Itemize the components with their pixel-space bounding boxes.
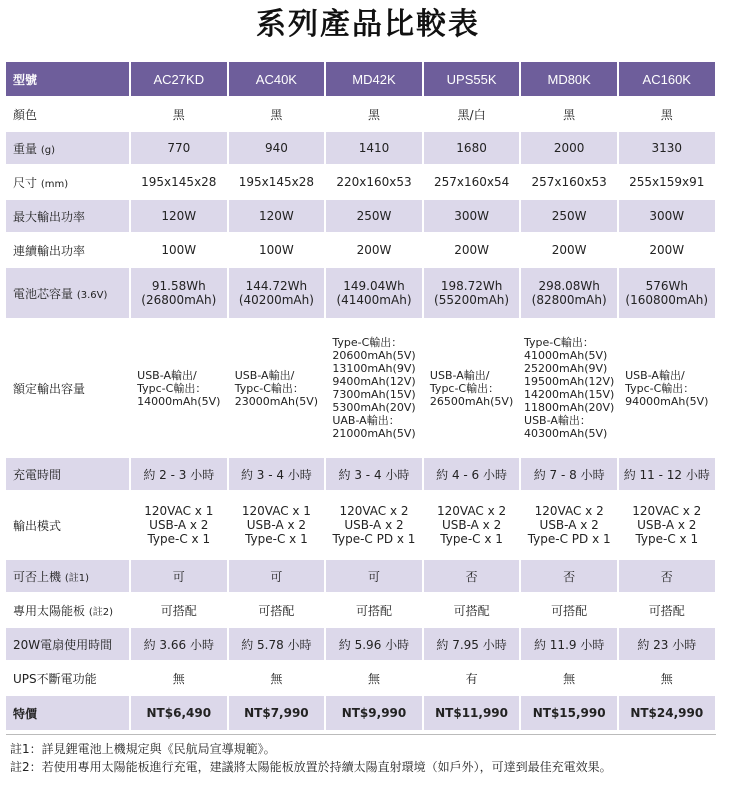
spec-cell bbox=[325, 165, 423, 199]
spec-value: 約 3 - 4 小時 bbox=[338, 467, 410, 482]
row-label-text: 電池芯容量 bbox=[13, 286, 74, 301]
spec-cell bbox=[618, 319, 716, 457]
spec-cell bbox=[228, 165, 326, 199]
row-unit: (註2) bbox=[88, 606, 114, 618]
spec-value: 可 bbox=[367, 569, 380, 584]
spec-cell bbox=[520, 695, 618, 731]
row-label bbox=[6, 131, 130, 165]
row-label bbox=[6, 199, 130, 233]
spec-value: 120VAC x 2 USB-A x 2 Type-C x 1 bbox=[632, 504, 702, 546]
spec-cell bbox=[618, 267, 716, 319]
row-label-text: 充電時間 bbox=[13, 467, 62, 482]
row-label-text: 額定輸出容量 bbox=[13, 381, 86, 396]
spec-value: 黑 bbox=[367, 107, 380, 122]
spec-cell bbox=[423, 319, 521, 457]
spec-value: NT$24,990 bbox=[630, 706, 704, 720]
spec-value: NT$15,990 bbox=[532, 706, 606, 720]
spec-cell bbox=[423, 267, 521, 319]
spec-cell bbox=[228, 695, 326, 731]
spec-cell bbox=[130, 131, 228, 165]
spec-value: NT$11,990 bbox=[435, 706, 509, 720]
header-row bbox=[6, 62, 716, 97]
spec-value: 可搭配 bbox=[648, 603, 685, 618]
spec-value: 100W bbox=[259, 243, 294, 257]
spec-value: 200W bbox=[356, 243, 392, 257]
spec-cell bbox=[325, 559, 423, 593]
spec-value: 約 11 - 12 小時 bbox=[623, 467, 710, 482]
spec-cell bbox=[423, 199, 521, 233]
spec-cell bbox=[228, 97, 326, 131]
row-label bbox=[6, 661, 130, 695]
spec-cell bbox=[423, 233, 521, 267]
spec-value: 否 bbox=[660, 569, 673, 584]
spec-value: 120VAC x 2 USB-A x 2 Type-C PD x 1 bbox=[527, 504, 611, 546]
header-label: 型號 bbox=[6, 62, 130, 97]
spec-value: 約 7.95 小時 bbox=[436, 637, 507, 652]
spec-cell bbox=[618, 97, 716, 131]
row-unit: (g) bbox=[40, 144, 55, 156]
spec-cell bbox=[130, 199, 228, 233]
row-label bbox=[6, 233, 130, 267]
spec-value: 200W bbox=[551, 243, 587, 257]
spec-cell bbox=[423, 695, 521, 731]
spec-value: 198.72Wh (55200mAh) bbox=[434, 279, 510, 307]
spec-value: 約 3 - 4 小時 bbox=[240, 467, 312, 482]
spec-cell bbox=[130, 593, 228, 627]
row-weight bbox=[6, 131, 716, 165]
spec-cell bbox=[325, 131, 423, 165]
spec-cell bbox=[423, 593, 521, 627]
spec-value: 2000 bbox=[553, 141, 585, 155]
row-unit: (3.6V) bbox=[76, 289, 108, 301]
row-output-mode bbox=[6, 491, 716, 559]
spec-cell bbox=[520, 131, 618, 165]
spec-value: 可 bbox=[172, 569, 185, 584]
row-label bbox=[6, 627, 130, 661]
spec-value: 有 bbox=[465, 671, 478, 686]
model-name: MD42K bbox=[325, 62, 423, 97]
row-label bbox=[6, 559, 130, 593]
spec-cell bbox=[130, 267, 228, 319]
row-label-text: 輸出模式 bbox=[13, 518, 62, 533]
footnotes bbox=[10, 740, 612, 776]
row-label bbox=[6, 267, 130, 319]
spec-value: USB-A輸出/ Typc-C輸出： 14000mAh(5V) bbox=[137, 368, 221, 408]
spec-cell bbox=[130, 627, 228, 661]
spec-value: 220x160x53 bbox=[336, 175, 412, 189]
row-label bbox=[6, 97, 130, 131]
spec-value: 否 bbox=[465, 569, 478, 584]
spec-value: 約 23 小時 bbox=[637, 637, 697, 652]
spec-cell bbox=[130, 233, 228, 267]
row-label-text: 可否上機 bbox=[13, 569, 62, 584]
row-label bbox=[6, 491, 130, 559]
spec-value: 約 7 - 8 小時 bbox=[533, 467, 605, 482]
spec-value: 1410 bbox=[358, 141, 390, 155]
row-label-text: 連續輸出功率 bbox=[13, 243, 86, 258]
spec-cell bbox=[228, 233, 326, 267]
spec-value: NT$7,990 bbox=[244, 706, 309, 720]
spec-cell bbox=[423, 627, 521, 661]
spec-value: 約 4 - 6 小時 bbox=[436, 467, 507, 482]
spec-value: 黑 bbox=[660, 107, 673, 122]
spec-cell bbox=[228, 319, 326, 457]
spec-value: 120VAC x 2 USB-A x 2 Type-C PD x 1 bbox=[332, 504, 416, 546]
spec-value: NT$9,990 bbox=[341, 706, 407, 720]
spec-cell bbox=[130, 695, 228, 731]
comparison-table bbox=[6, 62, 717, 732]
spec-value: 約 11.9 小時 bbox=[533, 637, 605, 652]
spec-cell bbox=[618, 199, 716, 233]
spec-cell bbox=[228, 491, 326, 559]
spec-value: 約 5.78 小時 bbox=[241, 637, 312, 652]
row-label-text: 顏色 bbox=[13, 107, 38, 122]
spec-value: 黑 bbox=[270, 107, 283, 122]
spec-value: 940 bbox=[264, 141, 288, 155]
row-charge-time bbox=[6, 457, 716, 491]
spec-cell bbox=[325, 695, 423, 731]
spec-cell bbox=[520, 267, 618, 319]
row-label-text: 最大輸出功率 bbox=[13, 209, 86, 224]
row-label-text: 重量 bbox=[13, 141, 38, 156]
spec-value: 100W bbox=[161, 243, 197, 257]
spec-cell bbox=[228, 267, 326, 319]
row-label-text: 專用太陽能板 bbox=[13, 603, 86, 618]
spec-cell bbox=[130, 457, 228, 491]
spec-value: 黑 bbox=[563, 107, 576, 122]
spec-cell bbox=[618, 165, 716, 199]
spec-value: 195x145x28 bbox=[141, 175, 217, 189]
row-size bbox=[6, 165, 716, 199]
spec-cell bbox=[130, 559, 228, 593]
spec-cell bbox=[228, 131, 326, 165]
spec-value: 120W bbox=[259, 209, 294, 223]
row-ups-function bbox=[6, 661, 716, 695]
spec-value: 257x160x54 bbox=[433, 175, 510, 189]
spec-cell bbox=[618, 627, 716, 661]
spec-value: Type-C輸出： 41000mAh(5V) 25200mAh(9V) 19500mAh(12V) 14200mAh(15V) 11800mAh(20V) USB-A輸出： 40300mAh(5V) bbox=[524, 336, 615, 440]
spec-cell bbox=[228, 593, 326, 627]
spec-cell bbox=[520, 559, 618, 593]
spec-value: 3130 bbox=[651, 141, 683, 155]
spec-cell bbox=[618, 457, 716, 491]
row-label-text: 尺寸 bbox=[13, 175, 38, 190]
spec-value: 黑/白 bbox=[457, 107, 486, 122]
spec-value: 120VAC x 2 USB-A x 2 Type-C x 1 bbox=[437, 504, 507, 546]
spec-cell bbox=[618, 661, 716, 695]
spec-cell bbox=[228, 559, 326, 593]
spec-cell bbox=[130, 661, 228, 695]
model-name: AC27KD bbox=[130, 62, 228, 97]
spec-cell bbox=[325, 593, 423, 627]
spec-value: 可搭配 bbox=[355, 603, 392, 618]
spec-cell bbox=[423, 559, 521, 593]
spec-value: USB-A輸出/ Typc-C輸出： 26500mAh(5V) bbox=[429, 368, 514, 408]
row-color bbox=[6, 97, 716, 131]
row-rated-output bbox=[6, 319, 716, 457]
spec-value: 可搭配 bbox=[160, 603, 197, 618]
spec-cell bbox=[423, 491, 521, 559]
spec-cell bbox=[325, 491, 423, 559]
spec-cell bbox=[618, 695, 716, 731]
row-label bbox=[6, 165, 130, 199]
spec-value: 298.08Wh (82800mAh) bbox=[531, 279, 607, 307]
spec-value: 可 bbox=[270, 569, 283, 584]
spec-cell bbox=[228, 627, 326, 661]
spec-cell bbox=[520, 165, 618, 199]
spec-value: 200W bbox=[649, 243, 685, 257]
row-label bbox=[6, 695, 130, 731]
spec-cell bbox=[520, 627, 618, 661]
spec-cell bbox=[520, 233, 618, 267]
row-unit: (註1) bbox=[64, 572, 90, 584]
spec-cell bbox=[520, 491, 618, 559]
spec-value: 否 bbox=[563, 569, 576, 584]
spec-value: 無 bbox=[367, 671, 380, 686]
row-continuous-output bbox=[6, 233, 716, 267]
spec-value: 144.72Wh (40200mAh) bbox=[238, 279, 314, 307]
spec-cell bbox=[618, 593, 716, 627]
spec-cell bbox=[228, 457, 326, 491]
row-label-text: 20W電扇使用時間 bbox=[13, 637, 113, 652]
spec-value: 576Wh (160800mAh) bbox=[625, 279, 709, 307]
spec-cell bbox=[423, 661, 521, 695]
row-flight-allowed bbox=[6, 559, 716, 593]
spec-value: 可搭配 bbox=[551, 603, 588, 618]
spec-value: 770 bbox=[167, 141, 191, 155]
spec-value: USB-A輸出/ Typc-C輸出： 23000mAh(5V) bbox=[234, 368, 319, 408]
spec-value: 黑 bbox=[172, 107, 185, 122]
spec-cell bbox=[423, 165, 521, 199]
spec-value: 91.58Wh (26800mAh) bbox=[141, 279, 217, 307]
spec-cell bbox=[130, 97, 228, 131]
spec-value: 250W bbox=[551, 209, 587, 223]
row-label-text: 特價 bbox=[13, 706, 38, 721]
spec-value: 149.04Wh (41400mAh) bbox=[336, 279, 412, 307]
spec-cell bbox=[423, 131, 521, 165]
spec-cell bbox=[618, 233, 716, 267]
spec-cell bbox=[423, 457, 521, 491]
spec-cell bbox=[325, 661, 423, 695]
spec-value: 約 5.96 小時 bbox=[338, 637, 410, 652]
spec-cell bbox=[325, 267, 423, 319]
spec-cell bbox=[325, 627, 423, 661]
spec-value: 無 bbox=[660, 671, 673, 686]
spec-value: 120W bbox=[161, 209, 197, 223]
spec-cell bbox=[520, 593, 618, 627]
row-special-price bbox=[6, 695, 716, 731]
model-name: AC40K bbox=[228, 62, 326, 97]
spec-cell bbox=[325, 199, 423, 233]
row-battery-capacity bbox=[6, 267, 716, 319]
spec-value: 可搭配 bbox=[258, 603, 295, 618]
spec-value: 300W bbox=[649, 209, 685, 223]
row-max-output bbox=[6, 199, 716, 233]
spec-value: 300W bbox=[454, 209, 489, 223]
spec-cell bbox=[325, 97, 423, 131]
model-name: MD80K bbox=[520, 62, 618, 97]
spec-cell bbox=[520, 457, 618, 491]
spec-value: 200W bbox=[454, 243, 489, 257]
row-label bbox=[6, 319, 130, 457]
spec-value: 120VAC x 1 USB-A x 2 Type-C x 1 bbox=[144, 504, 214, 546]
spec-value: 無 bbox=[563, 671, 576, 686]
footnote-1: 註1：詳見鋰電池上機規定與《民航局宣導規範》。 bbox=[10, 742, 276, 756]
spec-cell bbox=[130, 165, 228, 199]
row-fan-runtime bbox=[6, 627, 716, 661]
spec-cell bbox=[520, 319, 618, 457]
spec-cell bbox=[325, 457, 423, 491]
page-title: 系列產品比較表 bbox=[256, 7, 480, 42]
row-label-text: UPS不斷電功能 bbox=[13, 671, 97, 686]
spec-value: 約 2 - 3 小時 bbox=[143, 467, 215, 482]
footnote-2: 註2：若使用專用太陽能板進行充電，建議將太陽能板放置於持續太陽直射環境（如戶外），可達到最佳充電效果。 bbox=[10, 760, 612, 774]
spec-cell bbox=[520, 199, 618, 233]
spec-value: USB-A輸出/ Typc-C輸出： 94000mAh(5V) bbox=[625, 368, 709, 408]
spec-cell bbox=[228, 199, 326, 233]
spec-cell bbox=[520, 97, 618, 131]
spec-cell bbox=[423, 97, 521, 131]
spec-value: 無 bbox=[172, 671, 185, 686]
spec-cell bbox=[520, 661, 618, 695]
spec-value: 257x160x53 bbox=[531, 175, 607, 189]
spec-value: NT$6,490 bbox=[146, 706, 212, 720]
row-label bbox=[6, 457, 130, 491]
spec-value: 250W bbox=[356, 209, 392, 223]
spec-value: 1680 bbox=[456, 141, 487, 155]
spec-cell bbox=[228, 661, 326, 695]
row-label bbox=[6, 593, 130, 627]
spec-cell bbox=[325, 319, 423, 457]
model-name: AC160K bbox=[618, 62, 716, 97]
spec-cell bbox=[618, 559, 716, 593]
spec-cell bbox=[618, 131, 716, 165]
spec-value: 120VAC x 1 USB-A x 2 Type-C x 1 bbox=[241, 504, 311, 546]
spec-value: Type-C輸出： 20600mAh(5V) 13100mAh(9V) 9400mAh(12V) 7300mAh(15V) 5300mAh(20V) UAB-A輸出： 21000mAh(5V) bbox=[332, 336, 416, 440]
spec-cell bbox=[618, 491, 716, 559]
spec-value: 可搭配 bbox=[453, 603, 490, 618]
row-unit: (mm) bbox=[40, 178, 69, 190]
spec-value: 195x145x28 bbox=[238, 175, 315, 189]
model-name: UPS55K bbox=[423, 62, 521, 97]
notes-divider bbox=[6, 734, 716, 735]
row-solar-panel bbox=[6, 593, 716, 627]
spec-cell bbox=[325, 233, 423, 267]
spec-value: 無 bbox=[270, 671, 283, 686]
spec-cell bbox=[130, 491, 228, 559]
spec-value: 255x159x91 bbox=[629, 175, 705, 189]
spec-value: 約 3.66 小時 bbox=[143, 637, 214, 652]
spec-cell bbox=[130, 319, 228, 457]
